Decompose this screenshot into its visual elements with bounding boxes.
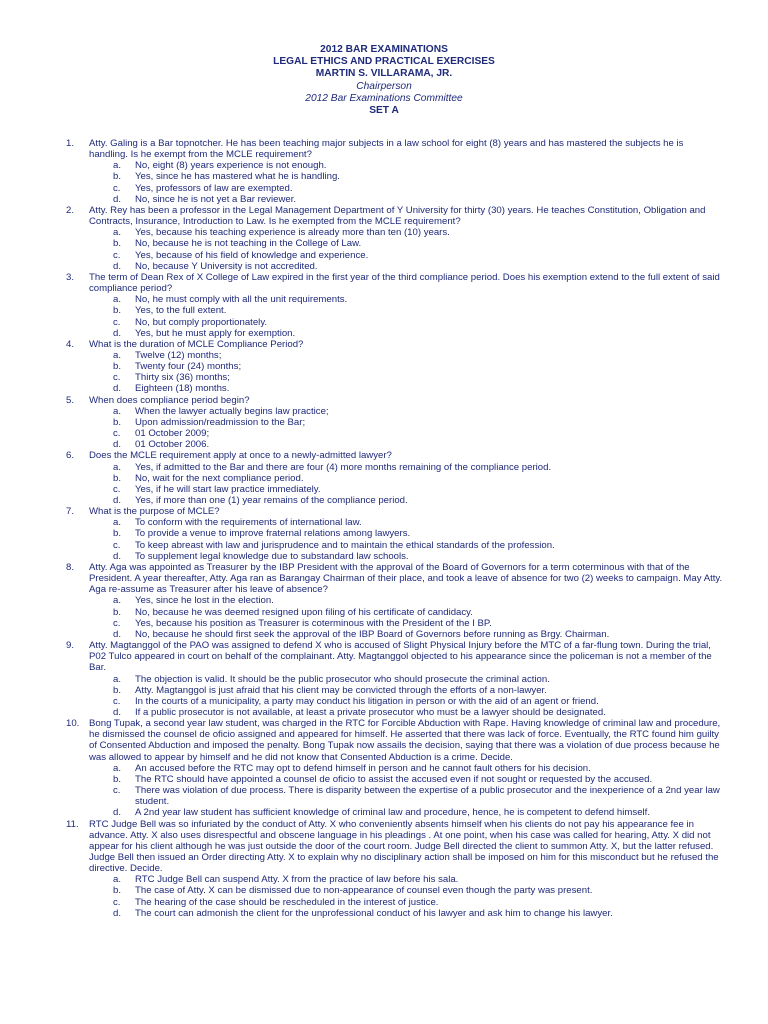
answer-option — [89, 428, 724, 439]
option-letter: b. — [113, 305, 122, 317]
answer-options — [89, 874, 724, 919]
question-number: 3. — [66, 271, 75, 283]
answer-options — [89, 674, 724, 719]
option-text: Yes, because of his field of knowledge and experience. — [135, 249, 369, 261]
option-text: The objection is valid. It should be the public prosecutor who should prosecute the criminal action. — [135, 673, 550, 685]
option-text: Eighteen (18) months. — [135, 383, 230, 395]
option-letter: b. — [113, 684, 122, 696]
answer-option — [89, 595, 724, 606]
committee-name: 2012 Bar Examinations Committee — [305, 92, 463, 104]
question-item — [66, 395, 724, 451]
option-text: Twelve (12) months; — [135, 349, 222, 361]
option-letter: b. — [113, 885, 122, 897]
subject-title: LEGAL ETHICS AND PRACTICAL EXERCISES — [273, 56, 495, 68]
answer-options — [89, 294, 724, 339]
question-text: What is the purpose of MCLE? — [89, 506, 220, 518]
option-letter: d. — [113, 706, 122, 718]
option-letter: d. — [113, 907, 122, 919]
option-text: Thirty six (36) months; — [135, 372, 230, 384]
option-letter: d. — [113, 550, 122, 562]
question-item — [66, 819, 724, 919]
option-letter: c. — [113, 182, 121, 194]
option-letter: b. — [113, 472, 122, 484]
answer-option — [89, 372, 724, 383]
answer-option — [89, 607, 724, 618]
question-number: 11. — [66, 818, 79, 830]
option-letter: d. — [113, 495, 122, 506]
question-number: 4. — [66, 338, 75, 350]
answer-option — [89, 528, 724, 539]
option-text: To provide a venue to improve fraternal relations among lawyers. — [135, 528, 411, 540]
answer-option — [89, 350, 724, 361]
answer-option — [89, 785, 724, 807]
option-text: No, because he is not teaching in the College of Law. — [135, 238, 362, 250]
option-text: Yes, since he lost in the election. — [135, 595, 274, 607]
answer-option — [89, 238, 724, 249]
option-text: No, wait for the next compliance period. — [135, 472, 304, 484]
question-item — [66, 562, 724, 640]
option-text: Yes, because his teaching experience is already more than ten (10) years. — [135, 227, 450, 239]
answer-option — [89, 885, 724, 896]
answer-option — [89, 171, 724, 182]
answer-option — [89, 618, 724, 629]
answer-options — [89, 227, 724, 272]
option-text: No, since he is not yet a Bar reviewer. — [135, 193, 297, 205]
chairperson-name: MARTIN S. VILLARAMA, JR. — [315, 68, 453, 80]
question-item — [66, 138, 724, 205]
answer-option — [89, 361, 724, 372]
option-text: To supplement legal knowledge due to substandard law schools. — [135, 550, 409, 562]
question-item — [66, 339, 724, 395]
option-text: Upon admission/readmission to the Bar; — [135, 416, 306, 428]
option-text: Yes, to the full extent. — [135, 305, 227, 317]
option-letter: d. — [113, 383, 122, 395]
option-letter: d. — [113, 327, 122, 339]
option-text: In the courts of a municipality, a party may conduct his litigation in person or with the aid of an agent or friend. — [135, 695, 599, 707]
answer-option — [89, 908, 724, 919]
question-item — [66, 205, 724, 272]
option-letter: c. — [113, 372, 121, 384]
option-text: 01 October 2009; — [135, 428, 210, 440]
option-letter: b. — [113, 361, 122, 373]
question-text: The term of Dean Rex of X College of Law expired in the first year of the third compliance period. Does his exemption extend to the full extent of said compliance period? — [89, 271, 720, 295]
option-text: No, because he should first seek the approval of the IBP Board of Governors before running as Brgy. Chairman. — [135, 628, 610, 640]
answer-option — [89, 774, 724, 785]
option-text: Yes, because his position as Treasurer is coterminous with the President of the I BP. — [135, 617, 492, 629]
option-letter: a. — [113, 405, 122, 417]
answer-option — [89, 383, 724, 394]
option-text: A 2nd year law student has sufficient knowledge of criminal law and procedure, hence, he is competent to defend himself. — [135, 807, 650, 819]
question-text: Does the MCLE requirement apply at once to a newly-admitted lawyer? — [89, 450, 392, 462]
option-text: There was violation of due process. There is disparity between the expertise of a public prosecutor and the inexperience of a 2nd year law student. — [135, 785, 720, 808]
answer-option — [89, 317, 724, 328]
answer-option — [89, 517, 724, 528]
option-text: The court can admonish the client for the unprofessional conduct of his lawyer and ask him to change his lawyer. — [135, 907, 613, 919]
question-list — [66, 138, 724, 919]
question-text: When does compliance period begin? — [89, 394, 250, 406]
question-text: Atty. Aga was appointed as Treasurer by the IBP President with the approval of the Board of Governors for a term coterminous with that of the President. A year thereafter, Atty. Aga ran as Barangay Chairman of their place, and took a leave of absence for two (2) weeks to campaign. May Atty. Aga re-assume as Treasurer after his leave of absence? — [89, 561, 723, 596]
option-letter: d. — [113, 807, 122, 819]
answer-option — [89, 707, 724, 718]
option-letter: d. — [113, 628, 122, 640]
answer-options — [89, 517, 724, 562]
option-letter: a. — [113, 762, 122, 774]
question-item — [66, 718, 724, 818]
answer-option — [89, 406, 724, 417]
set-label: SET A — [369, 105, 399, 117]
answer-option — [89, 160, 724, 171]
question-number: 2. — [66, 204, 75, 216]
option-letter: a. — [113, 517, 122, 529]
option-letter: b. — [113, 773, 122, 785]
option-letter: d. — [113, 439, 122, 451]
answer-option — [89, 462, 724, 473]
answer-option — [89, 540, 724, 551]
option-letter: b. — [113, 238, 122, 250]
option-letter: c. — [113, 617, 121, 629]
exam-title: 2012 BAR EXAMINATIONS — [320, 44, 448, 55]
option-text: Yes, if more than one (1) year remains of the compliance period. — [135, 495, 408, 506]
answer-option — [89, 183, 724, 194]
question-text: Atty. Galing is a Bar topnotcher. He has been teaching major subjects in a law school for eight (8) years and has mastered the subjects he is handling. Is he exempt from the MCLE requirement? — [89, 138, 684, 161]
option-letter: b. — [113, 416, 122, 428]
option-text: No, eight (8) years experience is not enough. — [135, 160, 327, 172]
option-letter: d. — [113, 260, 122, 272]
question-number: 10. — [66, 718, 80, 730]
option-letter: c. — [113, 785, 121, 797]
option-text: An accused before the RTC may opt to defend himself in person and he cannot fault others for his decision. — [135, 762, 591, 774]
option-text: Yes, but he must apply for exemption. — [135, 327, 296, 339]
answer-option — [89, 417, 724, 428]
option-text: The RTC should have appointed a counsel de oficio to assist the accused even if not sought or requested by the accused. — [135, 773, 653, 785]
question-item — [66, 272, 724, 339]
option-text: No, but comply proportionately. — [135, 316, 268, 328]
option-text: The hearing of the case should be rescheduled in the interest of justice. — [135, 896, 439, 908]
option-text: No, because Y University is not accredited. — [135, 260, 318, 272]
question-item — [66, 450, 724, 506]
option-text: Yes, if he will start law practice immediately. — [135, 483, 321, 495]
question-number: 7. — [66, 506, 75, 518]
option-letter: b. — [113, 528, 122, 540]
option-letter: a. — [113, 874, 122, 886]
question-text: Atty. Rey has been a professor in the Legal Management Department of Y University for thirty (30) years. He teaches Constitution, Obligation and Contracts, Insurance, Introduction to Law. Is he exempted from the MCLE requirement? — [89, 204, 706, 228]
question-text: Bong Tupak, a second year law student, was charged in the RTC for Forcible Abduction with Rape. Having knowledge of criminal law and procedure, he dismissed the counsel de oficio assigned and appeared for himself. He asserted that there was lack of force. Eventually, the RTC found him guilty of Consented Abduction and imposed the penalty. Bong Tupak now assails the decision, saying that there was a violation of due process because he was allowed to appear by himself and he did not know that Consented Abduction is a crime. Decide. — [89, 718, 721, 763]
question-item — [66, 640, 724, 718]
option-letter: b. — [113, 171, 122, 183]
option-letter: a. — [113, 160, 122, 172]
option-letter: a. — [113, 227, 122, 239]
answer-option — [89, 807, 724, 818]
answer-option — [89, 495, 724, 506]
question-number: 9. — [66, 640, 75, 652]
option-text: To conform with the requirements of international law. — [135, 517, 362, 529]
answer-options — [89, 350, 724, 395]
option-text: Twenty four (24) months; — [135, 361, 242, 373]
option-text: 01 October 2006. — [135, 439, 210, 451]
answer-options — [89, 406, 724, 451]
option-letter: a. — [113, 595, 122, 607]
answer-options — [89, 595, 724, 640]
option-letter: d. — [113, 193, 122, 205]
answer-option — [89, 897, 724, 908]
answer-option — [89, 629, 724, 640]
option-text: Yes, professors of law are exempted. — [135, 182, 293, 194]
question-item — [66, 506, 724, 562]
answer-option — [89, 696, 724, 707]
question-number: 8. — [66, 561, 75, 573]
option-letter: c. — [113, 896, 121, 908]
question-text: What is the duration of MCLE Compliance Period? — [89, 338, 304, 350]
document-header — [0, 44, 768, 117]
option-text: No, he must comply with all the unit requirements. — [135, 294, 348, 306]
question-number: 1. — [66, 138, 75, 149]
answer-options — [89, 160, 724, 205]
answer-option — [89, 763, 724, 774]
answer-option — [89, 874, 724, 885]
answer-option — [89, 551, 724, 562]
option-letter: a. — [113, 294, 122, 306]
question-number: 5. — [66, 394, 75, 406]
option-text: RTC Judge Bell can suspend Atty. X from the practice of law before his sala. — [135, 874, 459, 886]
answer-option — [89, 294, 724, 305]
option-letter: c. — [113, 428, 121, 440]
option-letter: c. — [113, 316, 121, 328]
option-letter: a. — [113, 349, 122, 361]
option-text: Atty. Magtanggol is just afraid that his client may be convicted through the efforts of a non-lawyer. — [135, 684, 547, 696]
option-text: Yes, since he has mastered what he is handling. — [135, 171, 340, 183]
chairperson-role: Chairperson — [356, 80, 412, 92]
option-text: If a public prosecutor is not available, at least a private prosecutor who must be a lawyer should be designated. — [135, 706, 606, 718]
option-letter: c. — [113, 695, 121, 707]
answer-options — [89, 763, 724, 819]
option-letter: c. — [113, 483, 121, 495]
option-text: Yes, if admitted to the Bar and there are four (4) more months remaining of the compliance period. — [135, 461, 552, 473]
answer-option — [89, 685, 724, 696]
answer-option — [89, 305, 724, 316]
question-number: 6. — [66, 450, 75, 462]
option-letter: c. — [113, 249, 121, 261]
question-text: Atty. Magtanggol of the PAO was assigned to defend X who is accused of Slight Physical Injury before the MTC of a far-flung town. During the trial, P02 Tulco appeared in court on behalf of the complainant. Atty. Magtanggol objected to his appearance since the policeman is not a member of the Bar. — [89, 640, 712, 674]
answer-option — [89, 473, 724, 484]
answer-option — [89, 261, 724, 272]
answer-option — [89, 484, 724, 495]
option-letter: b. — [113, 606, 122, 618]
answer-option — [89, 250, 724, 261]
option-text: When the lawyer actually begins law practice; — [135, 405, 329, 417]
answer-option — [89, 328, 724, 339]
option-text: To keep abreast with law and jurisprudence and to maintain the ethical standards of the profession. — [135, 539, 555, 551]
option-text: The case of Atty. X can be dismissed due to non-appearance of counsel even though the party was present. — [135, 885, 593, 897]
answer-option — [89, 674, 724, 685]
answer-option — [89, 194, 724, 205]
answer-option — [89, 439, 724, 450]
question-text: RTC Judge Bell was so infuriated by the conduct of Atty. X who conveniently absents himself when his clients do not pay his appearance fee in advance. Atty. X also uses disrespectful and obscene language in his pleadings . At one point, when his case was called for hearing, Atty. X did not appear for his client although he was just outside the door of the court room. Judge Bell directed the client to summon Atty. X, but the latter refused. Judge Bell then issued an Order directing Atty. X to explain why no disciplinary action shall be imposed on him for this misconduct but he refused the directive. Decide. — [89, 818, 719, 875]
option-text: No, because he was deemed resigned upon filing of his certificate of candidacy. — [135, 606, 473, 618]
answer-options — [89, 462, 724, 507]
option-letter: a. — [113, 461, 122, 473]
option-letter: a. — [113, 673, 122, 685]
option-letter: c. — [113, 539, 121, 551]
answer-option — [89, 227, 724, 238]
